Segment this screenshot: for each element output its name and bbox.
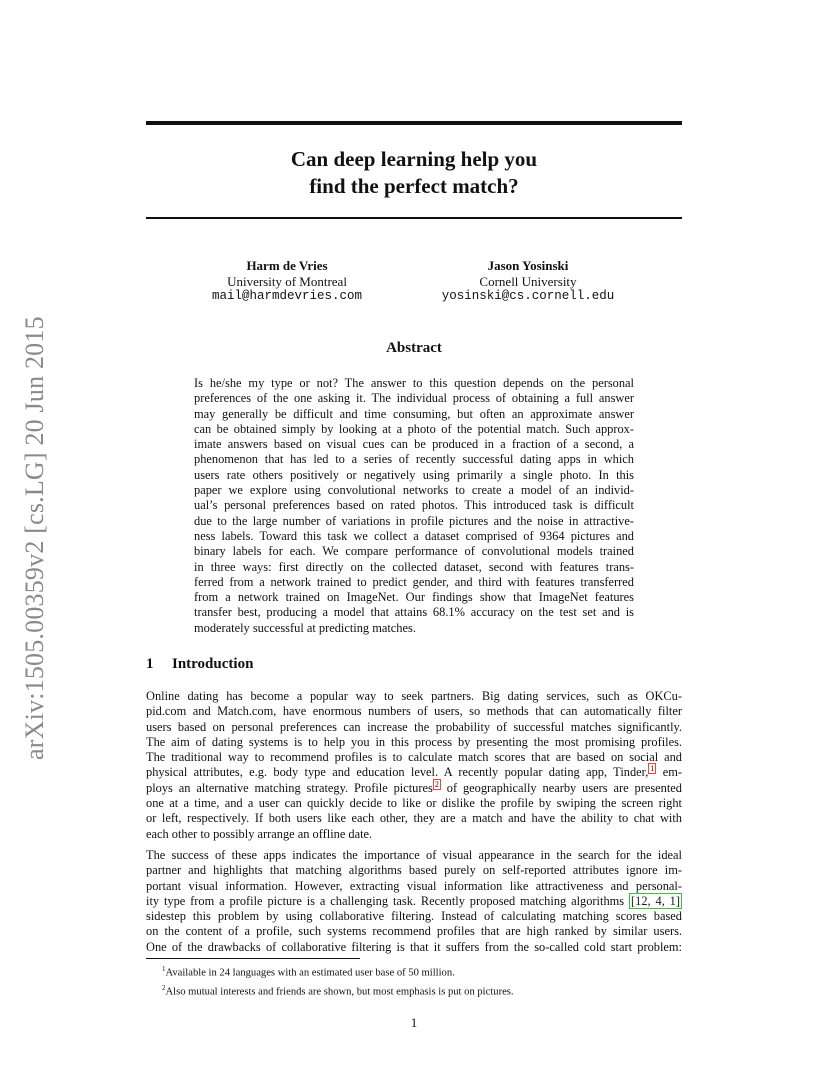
abstract-body	[194, 376, 634, 636]
section-number: 1	[146, 656, 154, 672]
footnote-text: Available in 24 languages with an estimated user base of 50 million.	[165, 967, 455, 979]
paragraph-line: The success of these apps indicates the importance of visual appearance in the search for the ideal	[146, 848, 682, 862]
footnotes	[162, 962, 514, 1000]
title-rule-bottom	[146, 217, 682, 219]
paragraph-line: or left, respectively. If both users like each other, they are a match and have the ability to chat with	[146, 811, 682, 826]
abstract-heading: Abstract	[386, 340, 442, 356]
line-tail: of geographically nearby users are presented	[440, 780, 682, 795]
abstract-line: transfer best, producing a model that attains 68.1% accuracy on the test set and is	[194, 605, 634, 620]
paragraph-line	[146, 765, 682, 780]
abstract-line: Is he/she my type or not? The answer to this question depends on the personal	[194, 376, 634, 390]
paragraph-line: partner and highlights that matching algorithms based purely on self-reported attributes ignore im-	[146, 863, 682, 878]
paragraph-line: pid.com and Match.com, have enormous numbers of users, so methods that can automatically filter	[146, 704, 682, 719]
author-block	[157, 258, 417, 305]
section-title: Introduction	[172, 656, 254, 672]
intro-paragraph-1	[146, 689, 682, 842]
page-number: 1	[410, 1015, 418, 1030]
paragraph-line	[146, 781, 682, 796]
title-rule-top	[146, 121, 682, 125]
abstract-line: due to the large number of variations in profile pictures and the noise in attractive-	[194, 513, 634, 528]
footnote-mark: 2	[162, 984, 166, 993]
footnote-mark: 1	[162, 965, 166, 973]
abstract-line: users rate others positively or negatively using primarily a single photo. In this	[194, 467, 634, 482]
abstract-line: ferred from a network trained to predict gender, and third with features transferred	[194, 574, 634, 589]
author-name: Harm de Vries	[246, 258, 328, 273]
citation-link[interactable]: [12, 4, 1]	[631, 893, 680, 908]
paragraph-line: portant visual information. However, extracting visual information like attractiveness and personal-	[146, 878, 682, 893]
abstract-line: ual’s personal preferences based on rated photos. This introduced task is difficult	[194, 498, 634, 513]
author-affiliation: University of Montreal	[227, 273, 347, 289]
footnote	[162, 962, 514, 981]
abstract-line: from a network trained on ImageNet. Our findings show that ImageNet features	[194, 590, 634, 605]
author-name: Jason Yosinski	[487, 258, 569, 273]
line-text: ploys an alternative matching strategy. Profile pictures	[146, 780, 433, 795]
abstract-line: moderately successful at predicting matches.	[194, 620, 416, 635]
abstract-line: can be obtained simply by looking at a photo of the potential match. Such approx-	[194, 421, 634, 436]
abstract-line: in three ways: first directly on the collected dataset, second with features trans-	[194, 559, 634, 574]
footnote-ref-1[interactable]: 1	[650, 764, 655, 774]
footnote-ref-2[interactable]: 2	[434, 779, 439, 789]
abstract-line: may generally be difficult and time consuming, but often an approximate answer	[194, 406, 634, 421]
footnote	[162, 981, 514, 1000]
title-line: Can deep learning help you	[290, 147, 538, 171]
arxiv-identifier: arXiv:1505.00359v2 [cs.LG] 20 Jun 2015	[20, 316, 49, 760]
line-tail: em-	[656, 765, 682, 780]
author-email[interactable]: mail@harmdevries.com	[211, 289, 363, 303]
line-text: ity type from a profile picture is a challenging task. Recently proposed matching algorithms	[146, 893, 625, 908]
paragraph-line: Online dating has become a popular way to seek partners. Big dating services, such as OKCu-	[146, 689, 682, 703]
author-block	[398, 258, 658, 305]
footnote-rule	[146, 958, 360, 959]
line-text: physical attributes, e.g. body type and education level. A recently popular dating app, Tinder,	[146, 765, 649, 780]
paragraph-line: One of the drawbacks of collaborative filtering is that it suffers from the so-called cold start problem:	[146, 939, 682, 954]
abstract-line: binary labels for each. We compare performance of convolutional models trained	[194, 544, 634, 559]
paragraph-line: on the content of a profile, such systems recommend profiles that are high ranked by similar users.	[146, 924, 682, 939]
abstract-line: preferences of the one asking it. The individual process of obtaining a full answer	[194, 391, 634, 406]
section-heading	[146, 656, 253, 673]
paragraph-line: each other to possibly arrange an offline date.	[146, 826, 373, 841]
abstract-line: ness labels. Toward this task we collect a dataset comprised of 9364 pictures and	[194, 528, 634, 543]
abstract-line: imate answers based on visual cues can be produced in a fraction of a second, a	[194, 437, 634, 452]
footnote-text: Also mutual interests and friends are shown, but most emphasis is put on pictures.	[165, 986, 514, 998]
paragraph-line: users based on personal preferences can increase the probability of successful matches significantly.	[146, 719, 682, 734]
author-email[interactable]: yosinski@cs.cornell.edu	[441, 289, 615, 303]
paper-title	[146, 146, 682, 200]
paragraph-line: The traditional way to recommend profiles is to calculate match scores that are based on social and	[146, 750, 682, 765]
intro-paragraph-2	[146, 848, 682, 955]
paragraph-line: The aim of dating systems is to help you in this process by presenting the most promising profiles.	[146, 734, 682, 749]
author-affiliation: Cornell University	[479, 273, 577, 289]
paragraph-line: sidestep this problem by using collaborative filtering. Instead of calculating matching scores based	[146, 909, 682, 924]
paragraph-line	[146, 894, 682, 909]
paragraph-line: one at a time, and a user can quickly decide to like or dislike the profile by swiping the screen right	[146, 796, 682, 811]
title-line: find the perfect match?	[309, 174, 519, 198]
abstract-line: paper we explore using convolutional networks to create a model of an individ-	[194, 483, 634, 498]
abstract-line: phenomenon that has led to a series of recently successful dating apps in which	[194, 452, 634, 467]
